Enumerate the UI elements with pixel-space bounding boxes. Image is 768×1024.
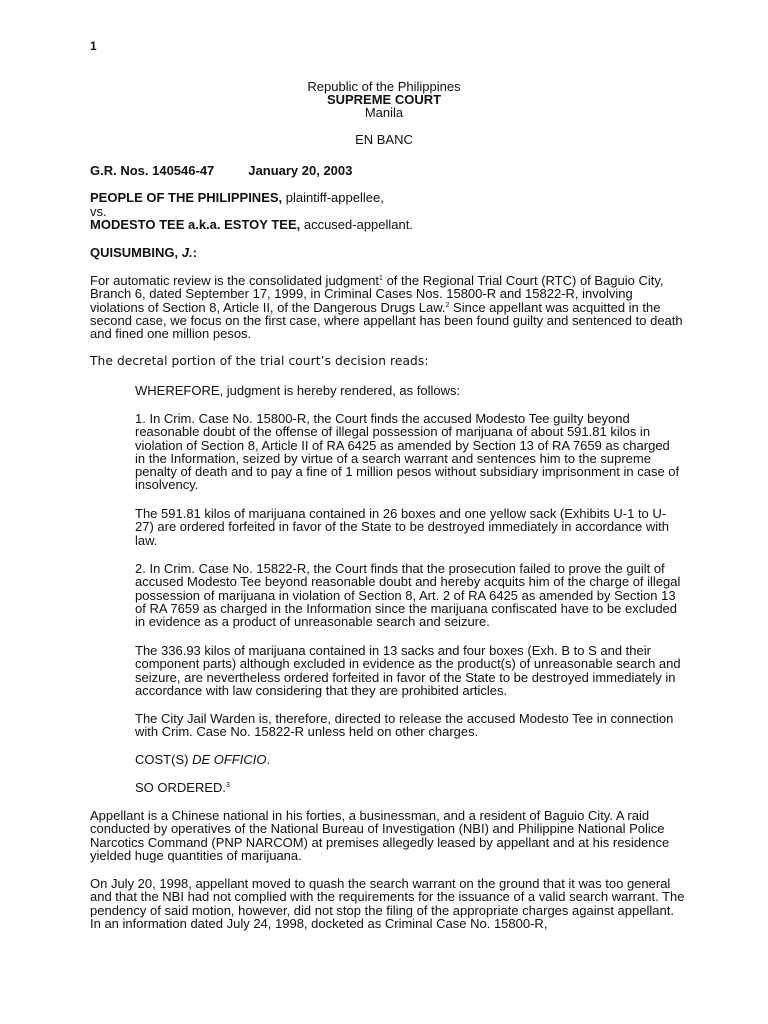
case-number-line: [90, 164, 352, 177]
paragraph-appellant: Appellant is a Chinese national in his forties, a businessman, and a resident of Baguio City. A raid conducted by operatives of the National Bureau of Investigation (NBI) and Philippine National Police Narcotics Command (PNP NARCOM) at premises allegedly leased by appellant and at his residence yielded huge quantities of marijuana.: [90, 808, 670, 863]
costs-period: .: [266, 752, 271, 767]
quote-costs: [135, 753, 683, 766]
division: EN BANC: [355, 132, 413, 147]
footnote-2[interactable]: 2: [445, 301, 450, 309]
quote-case-15800: 1. In Crim. Case No. 15800-R, the Court finds the accused Modesto Tee guilty beyond reasonable doubt of the offense of illegal possession of marijuana of about 591.81 kilos in violation of Section 8, Article II of RA 6425 as amended by Section 13 of RA 7659 as charged in the Information, seized by virtue of a search warrant and sentences him to the supreme penalty of death and to pay a fine of 1 million pesos without subsidiary imprisonment in case of insolvency.: [135, 411, 680, 493]
gr-number: G.R. Nos. 140546-47: [90, 163, 215, 178]
ponente-colon: :: [192, 245, 197, 260]
paragraph-intro: [90, 274, 686, 340]
accused-line: [90, 218, 413, 231]
plaintiff-line: [90, 191, 384, 204]
intro-text-a: For automatic review is the consolidated judgment: [90, 273, 380, 288]
paragraph-decretal-intro: The decretal portion of the trial court’s decision reads:: [90, 354, 429, 368]
court-name: SUPREME COURT: [326, 92, 442, 107]
footnote-3[interactable]: 3: [226, 782, 230, 789]
quote-case-15822: 2. In Crim. Case No. 15822-R, the Court finds that the prosecution failed to prove the guilt of accused Modesto Tee beyond reasonable doubt and hereby acquits him of the charge of illegal possession of marijuana in violation of Section 8, Art. 2 of RA 6425 as amended by Section 13 of RA 7659 as charged in the Information since the marijuana confiscated have to be excluded in evidence as a product of unreasonable search and seizure.: [135, 561, 681, 630]
quote-forfeiture-336: The 336.93 kilos of marijuana contained in 13 sacks and four boxes (Exh. B to S and their component parts) although excluded in evidence as the product(s) of unreasonable search and seizure, are nevertheless ordered forfeited in favor of the State to be destroyed immediately in accordance with law considering that they are prohibited articles.: [135, 643, 681, 698]
paragraph-motion: On July 20, 1998, appellant moved to quash the search warrant on the ground that it was too general and that the NBI had not complied with the requirements for the issuance of a valid search warrant. The pendency of said motion, however, did not stop the filing of the appropriate charges against appellant. In an information dated July 24, 1998, docketed as Criminal Case No. 15800-R,: [90, 876, 685, 931]
versus: vs.: [90, 204, 107, 219]
quote-so-ordered: [135, 781, 683, 794]
decision-date: January 20, 2003: [248, 163, 353, 178]
quote-jail-warden: The City Jail Warden is, therefore, directed to release the accused Modesto Tee in connection with Crim. Case No. 15822-R unless held on other charges.: [135, 711, 674, 740]
plaintiff-name: PEOPLE OF THE PHILIPPINES,: [90, 190, 283, 205]
so-ordered-text: SO ORDERED.: [135, 780, 227, 795]
quote-forfeiture-591: The 591.81 kilos of marijuana contained in 26 boxes and one yellow sack (Exhibits U-1 to U-27) are ordered forfeited in favor of the State to be destroyed immediately in accordance with law.: [135, 506, 670, 548]
accused-role: accused-appellant.: [300, 217, 413, 232]
costs-italic: DE OFFICIO: [192, 752, 267, 767]
ponente: [90, 246, 197, 259]
costs-text: COST(S): [135, 752, 193, 767]
page-number: 1: [90, 39, 97, 53]
footnote-1[interactable]: 1: [379, 275, 383, 282]
ponente-name: QUISUMBING,: [90, 245, 182, 260]
court-city: Manila: [364, 105, 404, 120]
intro-text-c: Since appellant was acquitted in the second case, we focus on the first case, where appellant has been found guilty and sentenced to death and fined one million pesos.: [90, 299, 683, 342]
quote-wherefore: WHEREFORE, judgment is hereby rendered, as follows:: [135, 383, 461, 398]
accused-name: MODESTO TEE a.k.a. ESTOY TEE,: [90, 217, 301, 232]
ponente-title: J.: [181, 245, 193, 260]
republic-line: Republic of the Philippines: [307, 79, 461, 94]
plaintiff-role: plaintiff-appellee,: [282, 190, 384, 205]
intro-text-b: of the Regional Trial Court (RTC) of Baguio City, Branch 6, dated September 17, 1999, in Criminal Cases Nos. 15800-R and 15822-R, involving violations of Section 8, Article II, of the Dangerous Drugs Law.: [90, 273, 664, 315]
